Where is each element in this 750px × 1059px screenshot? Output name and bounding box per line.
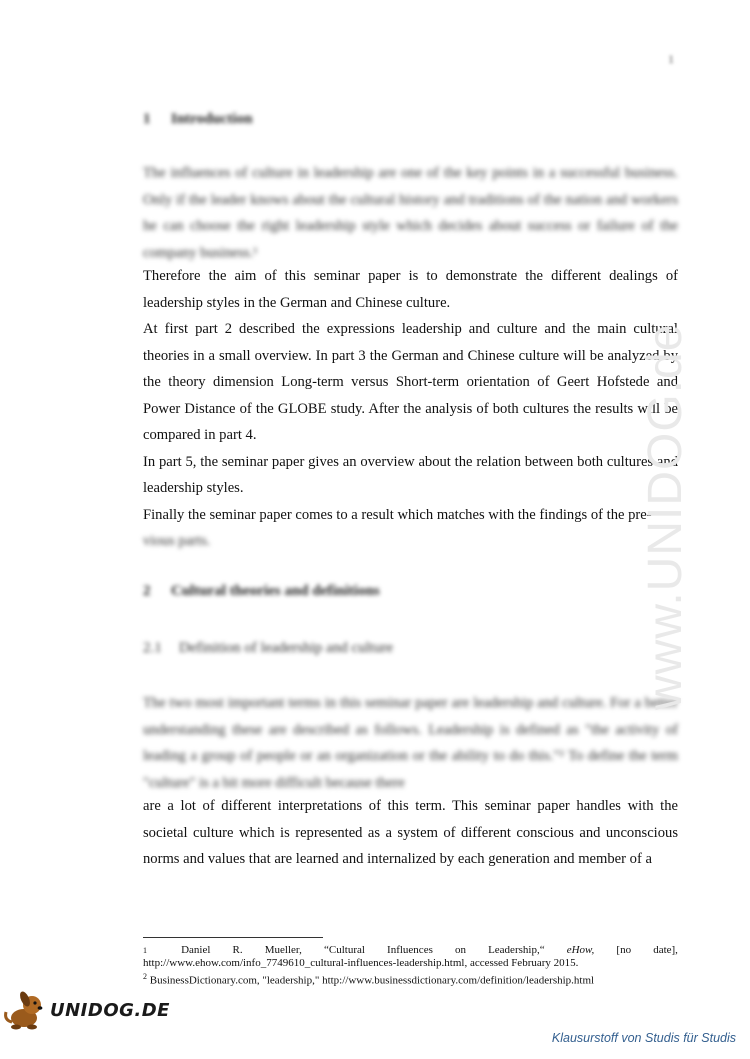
- section-title: Introduction: [171, 111, 253, 127]
- section-1-heading: [143, 111, 252, 128]
- footnote-1-mark: 1: [143, 946, 147, 955]
- section-number: 2: [143, 583, 151, 599]
- dog-mascot-icon: [2, 990, 52, 1032]
- footnote-separator: [143, 937, 323, 938]
- footnote-1-word: R.: [232, 944, 243, 956]
- footnote-1-word: Leadership,“: [488, 944, 545, 956]
- footnote-1-line-2: http://www.ehow.com/info_7749610_cultural-influences-leadership.html, accessed February 2015.: [143, 957, 579, 969]
- footnote-2-text: BusinessDictionary.com, "leadership," http://www.businessdictionary.com/definition/leadership.html: [149, 974, 595, 987]
- finally-paragraph: [143, 502, 678, 555]
- footnote-1-word: Daniel: [181, 944, 211, 956]
- tagline: Klausurstoff von Studis für Studis: [551, 1031, 736, 1045]
- footnote-1-word: on: [454, 944, 466, 956]
- footnote-1-word: Influences: [387, 944, 433, 956]
- unidog-logo[interactable]: [2, 990, 170, 1032]
- structure-paragraph: At first part 2 described the expressions leadership and culture and the main cultural theories in a small overview. In part 3 the German and Chinese culture will be analyzed by the theory dimension Long-term versus Short-term orientation of Geert Hofstede and Power Distance of the GLOBE study. After the analysis of both cultures the results will be compared in part 4.: [143, 321, 678, 443]
- section-2-1-heading: [143, 640, 393, 657]
- footnote-1-word: “Cultural: [324, 944, 365, 956]
- footnote-1-line-1: [143, 944, 678, 957]
- part5-paragraph: In part 5, the seminar paper gives an overview about the relation between both cultures and leadership styles.: [143, 453, 678, 496]
- section-number: 2.1: [143, 640, 162, 656]
- section-title: Definition of leadership and culture: [179, 640, 394, 656]
- intro-blurred-paragraph: The influences of culture in leadership are one of the key points in a successful business. Only if the leader knows about the cultural history and traditions of the nation and workers he can choose the right leadership style which decides about success or failure of the company business.¹: [143, 165, 678, 261]
- footnote-2: [143, 970, 678, 988]
- section-2-heading: [143, 583, 380, 600]
- watermark: www.UNIDOG.de: [639, 323, 692, 710]
- footnote-2-mark: 2: [143, 972, 147, 981]
- footnote-1-word: date],: [653, 944, 678, 956]
- logo-text: UNIDOG.DE: [50, 1000, 170, 1021]
- section-title: Cultural theories and definitions: [171, 583, 380, 599]
- intro-visible-text: [143, 263, 678, 555]
- definition-visible-text: are a lot of different interpretations of this term. This seminar paper handles with the societal culture which is represented as a system of different conscious and unconscious norms and values that are learned and internalized by each generation and member of a: [143, 798, 678, 867]
- definition-blurred-paragraph: The two most important terms in this seminar paper are leadership and culture. For a better understanding these are described as follows. Leadership is defined as "the activity of leading a group of people or an organization or the ability to do this."² To define the term "culture" is a bit more difficult because there: [143, 695, 678, 791]
- section-number: 1: [143, 111, 151, 127]
- aim-paragraph: Therefore the aim of this seminar paper is to demonstrate the different dealings of leadership styles in the German and Chinese culture.: [143, 268, 678, 311]
- footnote-1-word: Mueller,: [264, 944, 302, 956]
- footnotes: [143, 944, 678, 988]
- finally-visible: Finally the seminar paper comes to a result which matches with the findings of the pre-: [143, 506, 652, 523]
- footnote-1-word: eHow,: [566, 944, 595, 956]
- footnote-1-word: [no: [616, 944, 632, 956]
- finally-blurred: vious parts.: [143, 533, 211, 549]
- page-number: 1: [668, 52, 674, 66]
